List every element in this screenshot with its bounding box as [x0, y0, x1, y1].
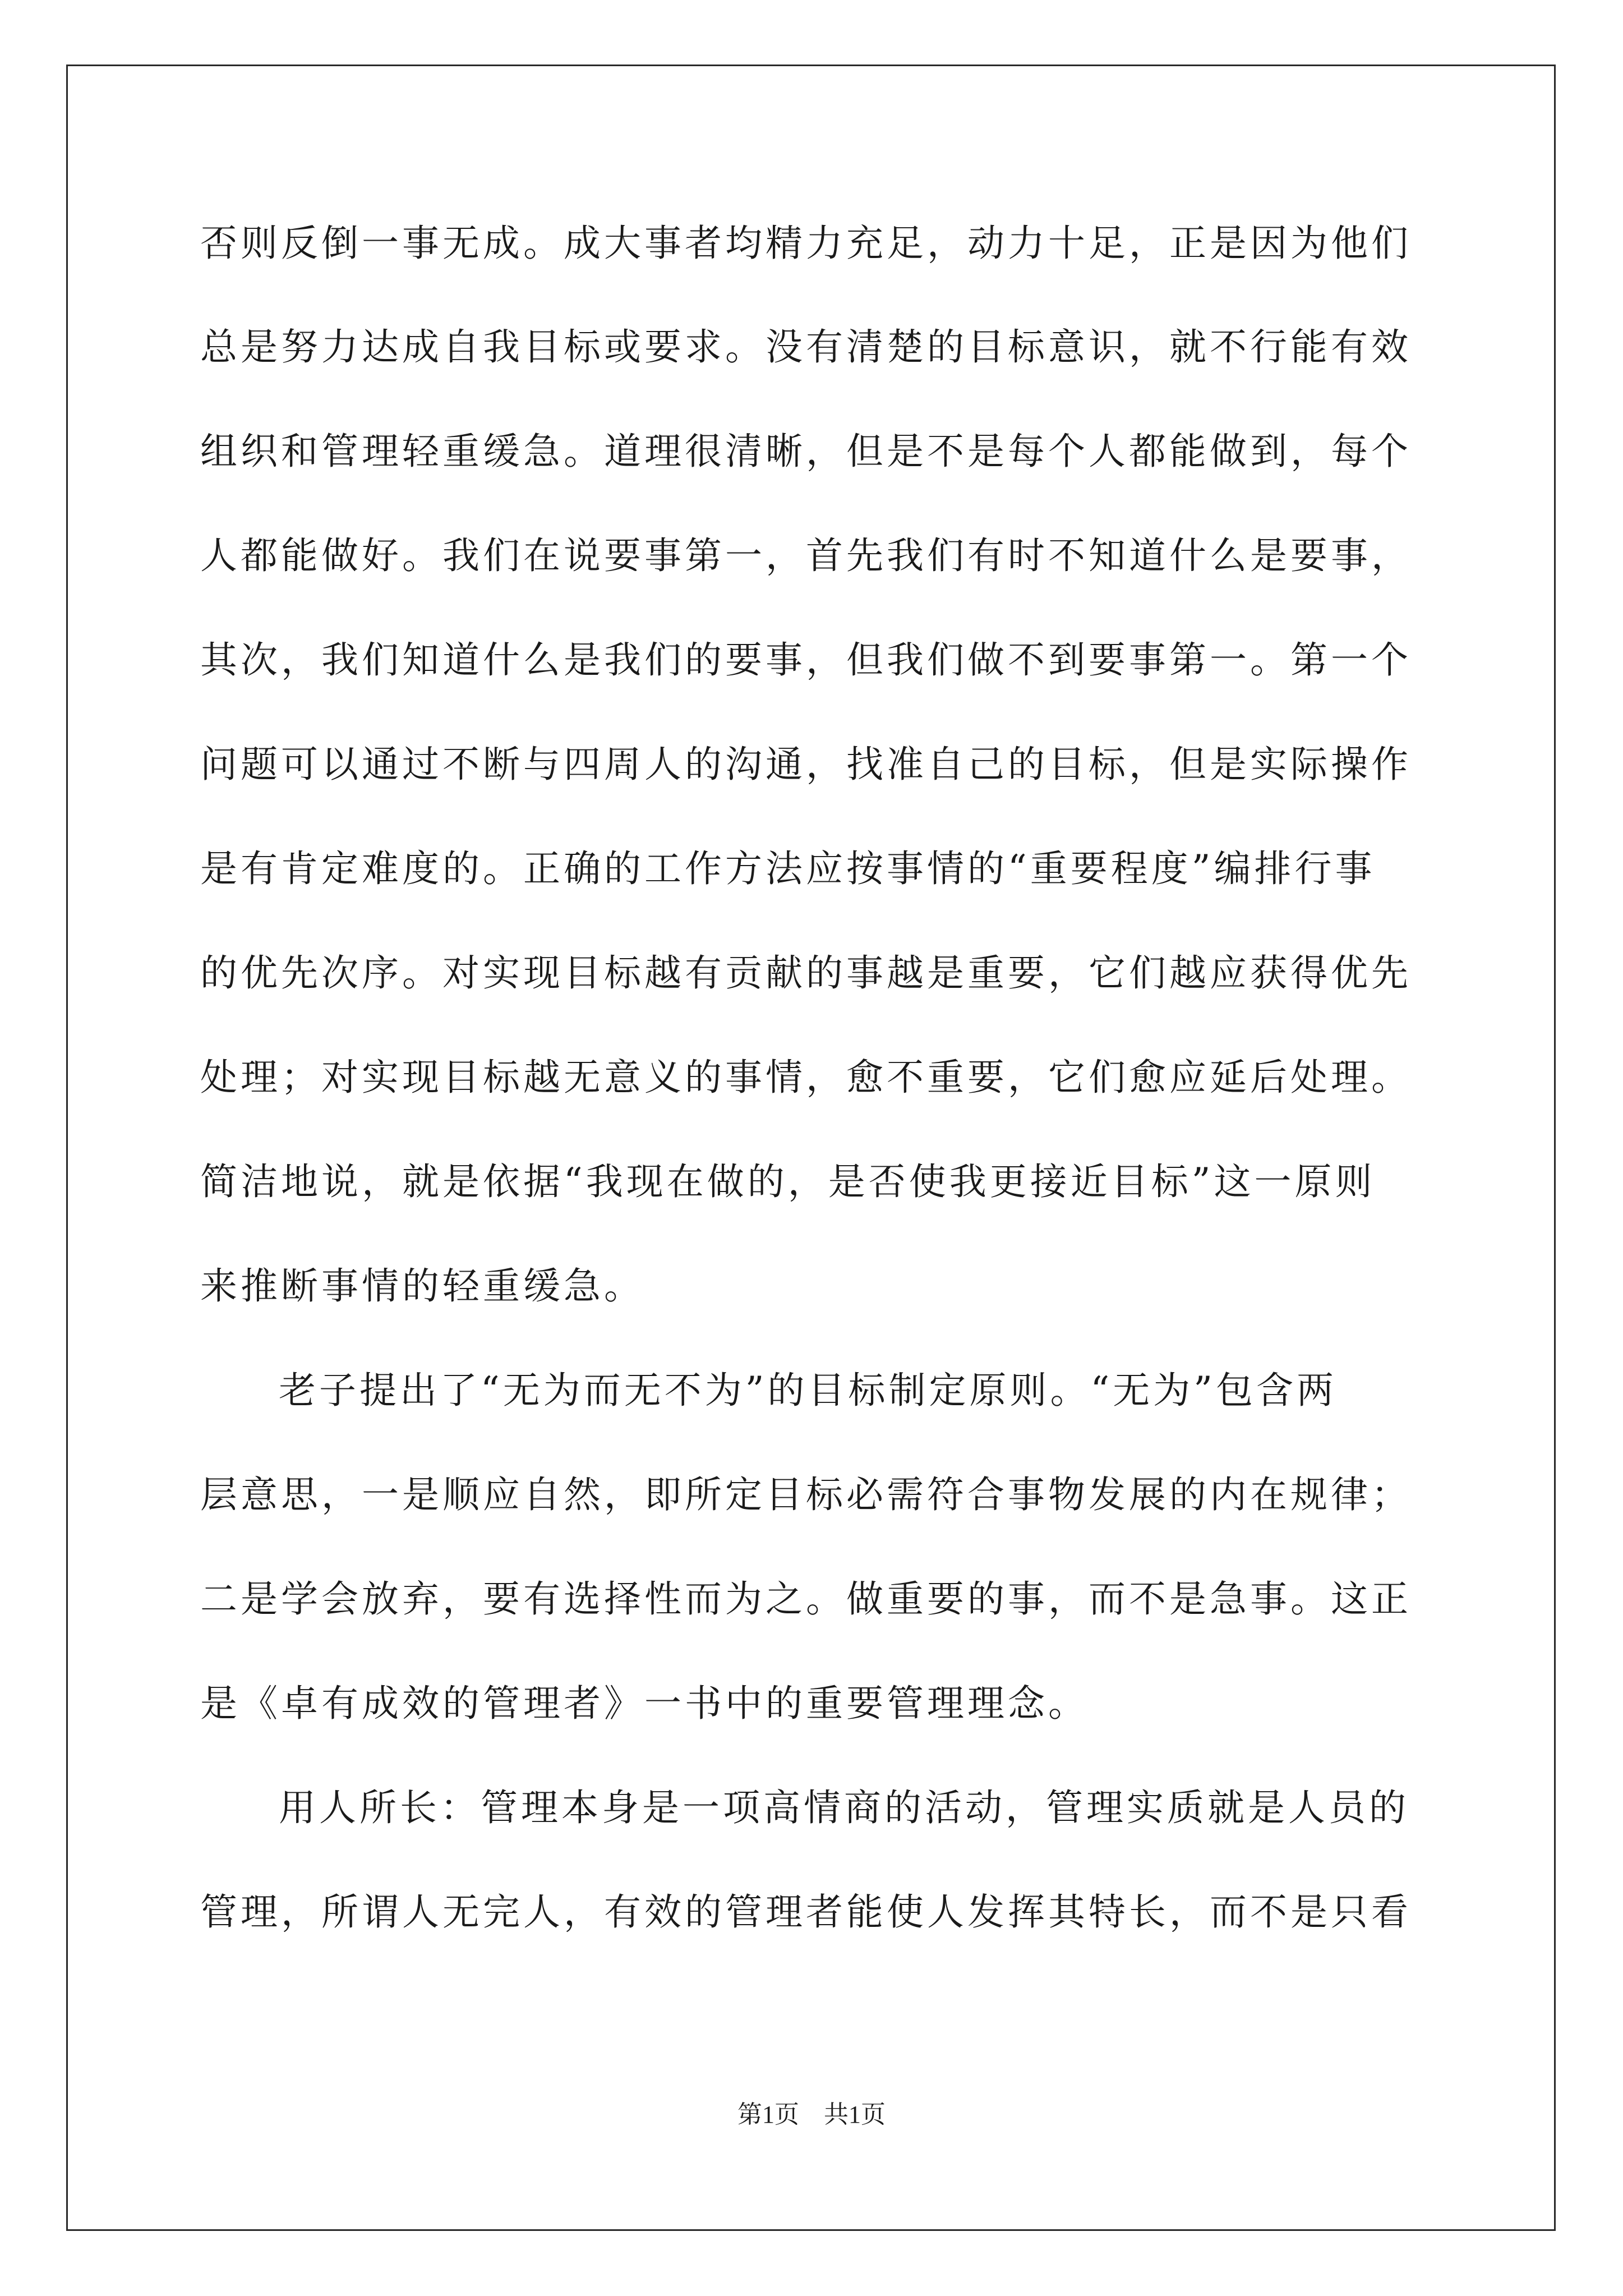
- text-line: 管理，所谓人无完人，有效的管理者能使人发挥其特长，而不是只看: [200, 1890, 1412, 1934]
- text-line: 总是努力达成自我目标或要求。没有清楚的目标意识，就不行能有效: [200, 325, 1412, 369]
- text-line: 处理；对实现目标越无意义的事情，愈不重要，它们愈应延后处理。: [200, 1056, 1412, 1099]
- text-line: 问题可以通过不断与四周人的沟通，找准自己的目标，但是实际操作: [200, 743, 1412, 786]
- text-line: 其次，我们知道什么是我们的要事，但我们做不到要事第一。第一个: [200, 638, 1412, 682]
- text-line: 简洁地说，就是依据“我现在做的，是否使我更接近目标”这一原则: [200, 1160, 1376, 1203]
- text-line: 是有肯定难度的。正确的工作方法应按事情的“重要程度”编排行事: [200, 847, 1376, 890]
- text-line: 层意思，一是顺应自然，即所定目标必需符合事物发展的内在规律；: [200, 1473, 1412, 1516]
- text-line: 否则反倒一事无成。成大事者均精力充足，动力十足，正是因为他们: [200, 222, 1412, 265]
- text-line: 来推断事情的轻重缓急。: [200, 1264, 644, 1308]
- text-line: 人都能做好。我们在说要事第一，首先我们有时不知道什么是要事，: [200, 534, 1412, 577]
- text-line: 的优先次序。对实现目标越有贡献的事越是重要，它们越应获得优先: [200, 951, 1412, 995]
- paragraph-first-line: 老子提出了“无为而无不为”的目标制定原则。“无为”包含两: [279, 1369, 1337, 1412]
- page-footer: 第1页 共1页: [737, 2101, 886, 2128]
- paragraph-first-line: 用人所长：管理本身是一项高情商的活动，管理实质就是人员的: [279, 1786, 1409, 1829]
- text-line: 是《卓有成效的管理者》一书中的重要管理理念。: [200, 1682, 1089, 1725]
- text-line: 组织和管理轻重缓急。道理很清晰，但是不是每个人都能做到，每个: [200, 430, 1412, 473]
- text-line: 二是学会放弃，要有选择性而为之。做重要的事，而不是急事。这正: [200, 1577, 1412, 1621]
